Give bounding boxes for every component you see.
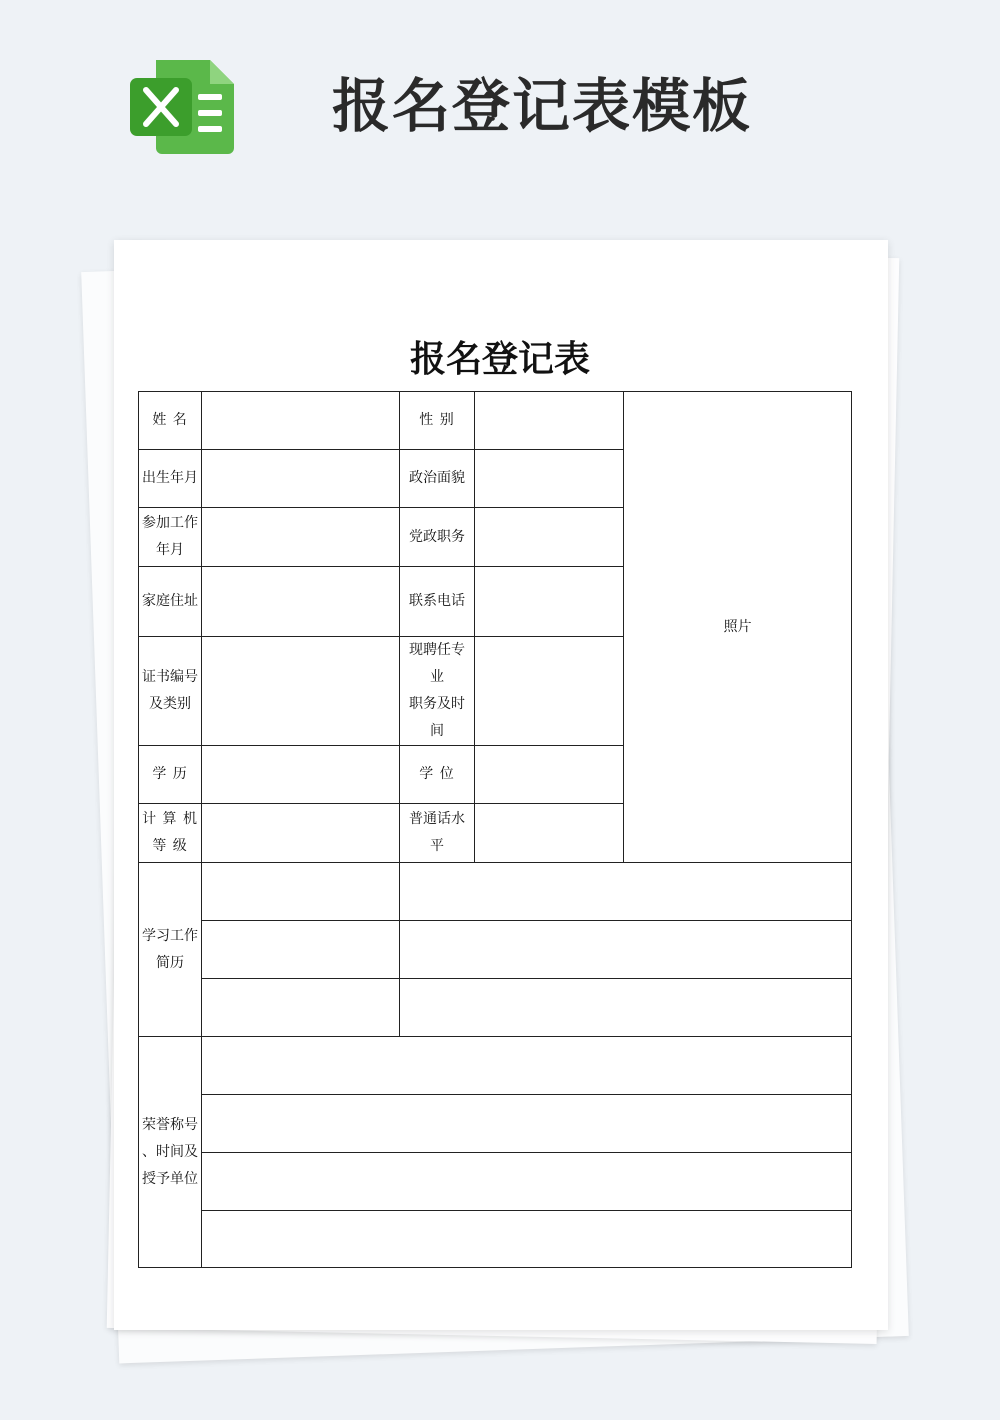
birth-label: 出生年月 (139, 450, 202, 508)
gender-field[interactable] (475, 392, 624, 450)
mandarin-field[interactable] (475, 804, 624, 863)
resume-detail-field[interactable] (399, 921, 851, 979)
table-row (139, 1153, 852, 1211)
honors-label-line3: 授予单位 (142, 1170, 199, 1187)
honors-label-line2: 、时间及 (142, 1143, 199, 1160)
table-row (139, 392, 852, 450)
education-field[interactable] (202, 746, 400, 804)
form-title: 报名登记表 (409, 339, 590, 380)
photo-label: 照片 (723, 618, 752, 635)
current-post-label-line2: 职务及时间 (409, 696, 466, 739)
work-start-label (139, 508, 202, 567)
table-row (139, 1095, 852, 1153)
honors-field[interactable] (202, 1037, 852, 1095)
honors-field[interactable] (202, 1211, 852, 1268)
resume-period-field[interactable] (202, 979, 400, 1037)
name-field[interactable] (202, 392, 400, 450)
party-post-label: 党政职务 (399, 508, 475, 567)
name-label: 姓 名 (139, 392, 202, 450)
resume-period-field[interactable] (202, 921, 400, 979)
cert-field[interactable] (202, 637, 400, 746)
computer-label-line1: 计 算 机 (142, 811, 198, 827)
work-start-label-line1: 参加工作 (142, 515, 199, 531)
cert-label (139, 637, 202, 746)
resume-detail-field[interactable] (399, 979, 851, 1037)
resume-detail-field[interactable] (399, 863, 851, 921)
address-field[interactable] (202, 567, 400, 637)
cert-label-line1: 证书编号 (142, 669, 199, 685)
address-label: 家庭住址 (139, 567, 202, 637)
current-post-field[interactable] (475, 637, 624, 746)
table-row (139, 1211, 852, 1268)
honors-field[interactable] (202, 1095, 852, 1153)
party-post-field[interactable] (475, 508, 624, 567)
phone-label: 联系电话 (399, 567, 475, 637)
resume-period-field[interactable] (202, 863, 400, 921)
template-banner (0, 0, 1000, 200)
education-label: 学 历 (139, 746, 202, 804)
table-row (139, 979, 852, 1037)
resume-label (139, 863, 202, 1037)
honors-label (139, 1037, 202, 1268)
current-post-label (399, 637, 475, 746)
gender-label: 性 别 (399, 392, 475, 450)
photo-cell[interactable] (624, 392, 852, 863)
current-post-label-line1: 现聘任专业 (409, 642, 466, 685)
excel-icon (128, 56, 236, 156)
banner-title: 报名登记表模板 (332, 72, 753, 140)
cert-label-line2: 及类别 (149, 696, 192, 712)
birth-field[interactable] (202, 450, 400, 508)
phone-field[interactable] (475, 567, 624, 637)
work-start-label-line2: 年月 (156, 542, 185, 558)
table-row (139, 1037, 852, 1095)
political-field[interactable] (475, 450, 624, 508)
honors-label-line1: 荣誉称号 (142, 1116, 199, 1133)
honors-field[interactable] (202, 1153, 852, 1211)
registration-form-table (138, 391, 852, 1268)
mandarin-label: 普通话水平 (399, 804, 475, 863)
computer-label (139, 804, 202, 863)
degree-label: 学 位 (399, 746, 475, 804)
degree-field[interactable] (475, 746, 624, 804)
political-label: 政治面貌 (399, 450, 475, 508)
computer-field[interactable] (202, 804, 400, 863)
table-row (139, 921, 852, 979)
work-start-field[interactable] (202, 508, 400, 567)
table-row (139, 863, 852, 921)
resume-label-line1: 学习工作 (142, 927, 199, 944)
computer-label-line2: 等 级 (152, 838, 188, 854)
resume-label-line2: 简历 (156, 954, 185, 971)
